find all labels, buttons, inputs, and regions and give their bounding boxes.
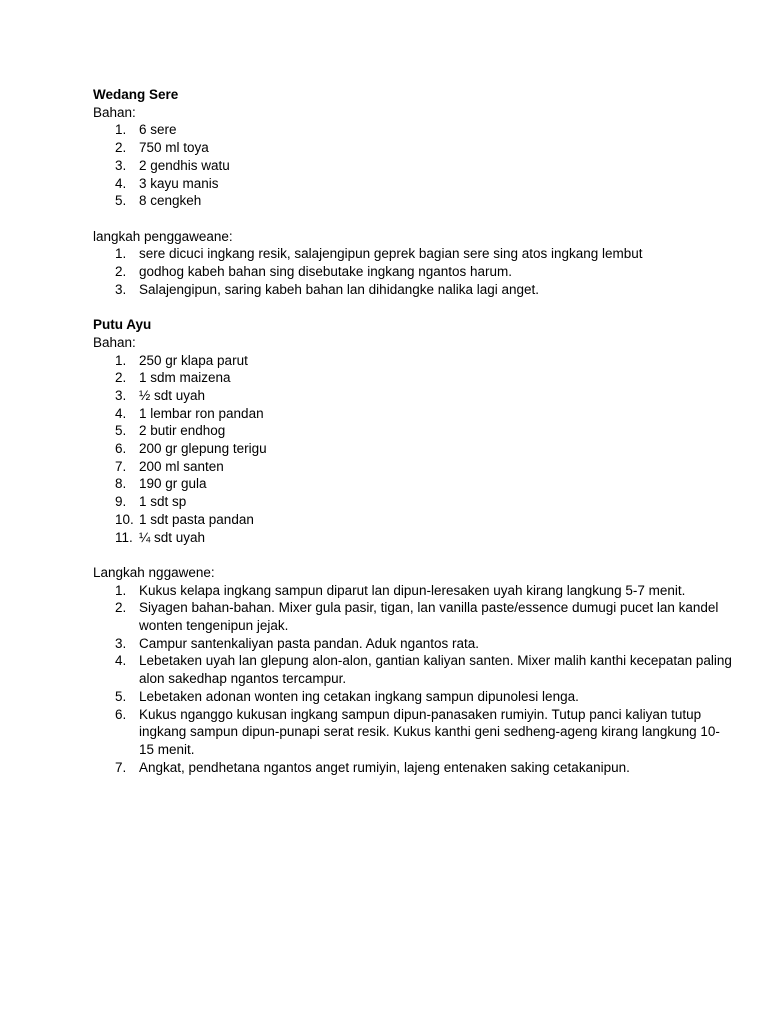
list-item-text: 1 sdt sp bbox=[139, 494, 187, 510]
list-item bbox=[93, 635, 733, 653]
list-item bbox=[93, 458, 733, 476]
list-item bbox=[93, 369, 733, 387]
list-item-text: Siyagen bahan-bahan. Mixer gula pasir, tigan, lan vanilla paste/essence dumugi pucet lan kandel wonten tengenipun jejak. bbox=[139, 600, 719, 634]
list-item-text: 1 lembar ron pandan bbox=[139, 405, 264, 421]
ingredients-label: Bahan: bbox=[93, 334, 136, 350]
list-item-text: godhog kabeh bahan sing disebutake ingkang ngantos harum. bbox=[139, 264, 513, 280]
list-item-text: 2 gendhis watu bbox=[139, 157, 230, 173]
list-item-text: 1 sdt pasta pandan bbox=[139, 511, 254, 527]
recipe-title: Wedang Sere bbox=[93, 87, 179, 102]
steps-list bbox=[93, 582, 733, 777]
list-item-text: 3 kayu manis bbox=[139, 175, 219, 191]
list-item-text: 2 butir endhog bbox=[139, 423, 226, 439]
list-number: 6. bbox=[115, 441, 127, 457]
list-item-text: Lebetaken adonan wonten ing cetakan ingkang sampun dipunolesi lenga. bbox=[139, 688, 579, 704]
list-number: 6. bbox=[115, 706, 127, 722]
list-item-text: 750 ml toya bbox=[139, 140, 209, 156]
list-item bbox=[93, 263, 733, 281]
list-item-text: 200 ml santen bbox=[139, 458, 224, 474]
list-item bbox=[93, 157, 733, 175]
ingredients-list bbox=[93, 352, 733, 547]
list-number: 3. bbox=[115, 281, 127, 297]
list-number: 2. bbox=[115, 370, 127, 386]
list-number: 2. bbox=[115, 140, 127, 156]
list-number: 7. bbox=[115, 759, 127, 775]
list-number: 5. bbox=[115, 688, 127, 704]
list-number: 1. bbox=[115, 582, 127, 598]
list-number: 1. bbox=[115, 246, 127, 262]
spacer bbox=[93, 546, 733, 564]
list-item bbox=[93, 422, 733, 440]
list-item-text: Campur santenkaliyan pasta pandan. Aduk ngantos rata. bbox=[139, 635, 479, 651]
list-item bbox=[93, 706, 733, 759]
list-number: 7. bbox=[115, 458, 127, 474]
list-item bbox=[93, 759, 733, 777]
list-number: 1. bbox=[115, 122, 127, 138]
document-page bbox=[93, 86, 733, 776]
list-item-text: ½ sdt uyah bbox=[139, 387, 206, 403]
list-number: 2. bbox=[115, 264, 127, 280]
list-number: 4. bbox=[115, 175, 127, 191]
list-item-text: 6 sere bbox=[139, 122, 177, 138]
list-item bbox=[93, 139, 733, 157]
list-item-text: Angkat, pendhetana ngantos anget rumiyin, lajeng entenaken saking cetakanipun. bbox=[139, 759, 630, 775]
list-item bbox=[93, 511, 733, 529]
list-item-text: Kukus nganggo kukusan ingkang sampun dipun-panasaken rumiyin. Tutup panci kaliyan tutup ingkang sampun dipun-punapi serat resik. Kukus kanthi geni sedheng-ageng kirang langkung 10-15 menit. bbox=[139, 706, 720, 757]
list-number: 4. bbox=[115, 653, 127, 669]
list-item-text: 1 sdm maizena bbox=[139, 370, 231, 386]
list-item bbox=[93, 175, 733, 193]
list-item-text: 250 gr klapa parut bbox=[139, 352, 248, 368]
steps-list bbox=[93, 245, 733, 298]
list-number: 1. bbox=[115, 352, 127, 368]
list-item bbox=[93, 688, 733, 706]
list-item bbox=[93, 493, 733, 511]
list-number: 4. bbox=[115, 405, 127, 421]
ingredients-label: Bahan: bbox=[93, 104, 136, 120]
list-item bbox=[93, 475, 733, 493]
list-item bbox=[93, 121, 733, 139]
list-item bbox=[93, 529, 733, 547]
steps-label: langkah penggaweane: bbox=[93, 228, 233, 244]
list-item-text: Kukus kelapa ingkang sampun diparut lan dipun-leresaken uyah kirang langkung 5-7 menit. bbox=[139, 582, 686, 598]
list-item bbox=[93, 192, 733, 210]
list-item bbox=[93, 599, 733, 634]
list-item bbox=[93, 387, 733, 405]
list-item-text: 200 gr glepung terigu bbox=[139, 441, 267, 457]
list-item bbox=[93, 245, 733, 263]
list-item bbox=[93, 405, 733, 423]
list-number: 5. bbox=[115, 193, 127, 209]
list-item-text: ¼ sdt uyah bbox=[139, 529, 206, 545]
list-item-text: Salajengipun, saring kabeh bahan lan dihidangke nalika lagi anget. bbox=[139, 281, 540, 297]
list-item bbox=[93, 652, 733, 687]
list-item-text: 8 cengkeh bbox=[139, 193, 202, 209]
list-number: 3. bbox=[115, 157, 127, 173]
ingredients-list bbox=[93, 121, 733, 210]
list-item-text: 190 gr gula bbox=[139, 476, 207, 492]
spacer bbox=[93, 298, 733, 316]
list-item bbox=[93, 281, 733, 299]
list-number: 2. bbox=[115, 600, 127, 616]
list-item bbox=[93, 440, 733, 458]
list-number: 3. bbox=[115, 387, 127, 403]
list-number: 3. bbox=[115, 635, 127, 651]
list-item bbox=[93, 352, 733, 370]
list-number: 9. bbox=[115, 494, 127, 510]
list-number: 5. bbox=[115, 423, 127, 439]
recipe-title: Putu Ayu bbox=[93, 317, 152, 333]
list-number: 10. bbox=[115, 511, 134, 527]
list-number: 8. bbox=[115, 476, 127, 492]
steps-label: Langkah nggawene: bbox=[93, 564, 215, 580]
list-item bbox=[93, 582, 733, 600]
list-item-text: Lebetaken uyah lan glepung alon-alon, gantian kaliyan santen. Mixer malih kanthi kecepatan paling alon sakedhap ngantos tercampur. bbox=[139, 653, 732, 687]
list-item-text: sere dicuci ingkang resik, salajengipun geprek bagian sere sing atos ingkang lembut bbox=[139, 246, 643, 262]
spacer bbox=[93, 210, 733, 228]
list-number: 11. bbox=[115, 529, 133, 545]
